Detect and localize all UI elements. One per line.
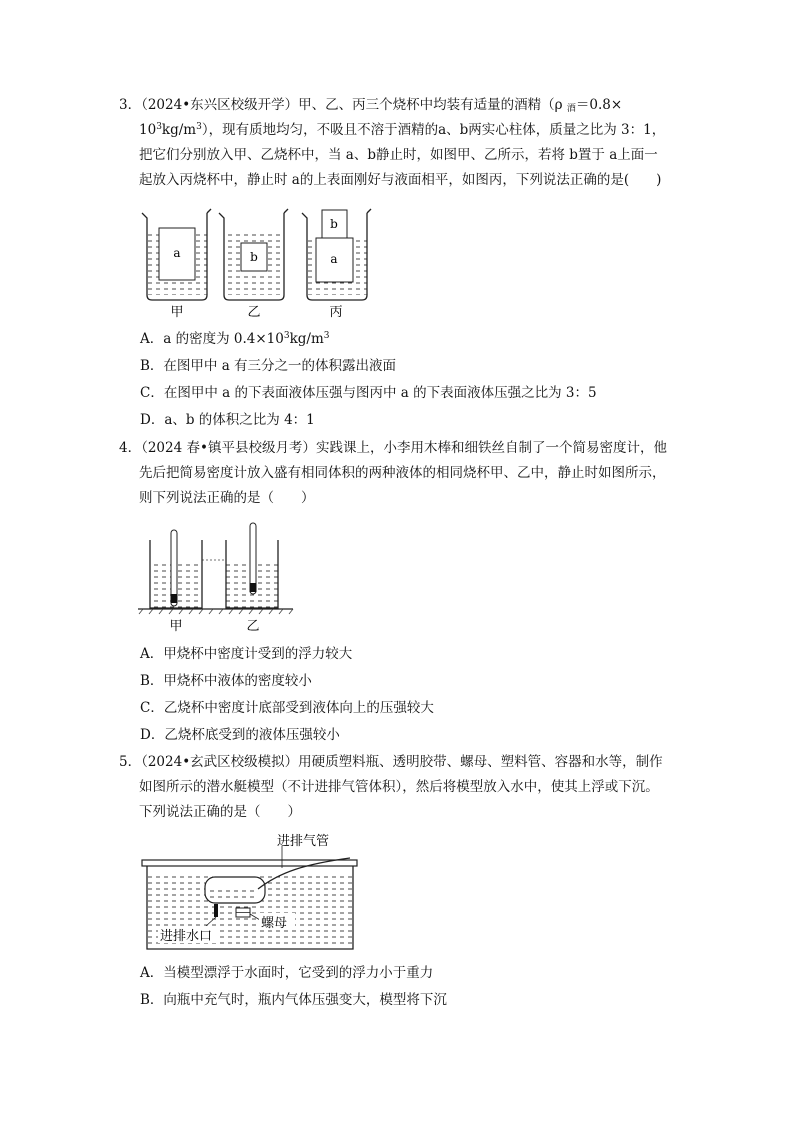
q4-option-b: B．甲烧杯中液体的密度较小	[140, 673, 312, 689]
q5-line-2: 如图所示的潜水艇模型（不计进排气管体积），然后将模型放入水中，使其上浮或下沉。	[139, 779, 659, 795]
beaker-bing	[302, 209, 371, 300]
q3-option-d: D．a、b 的体积之比为 4：1	[140, 412, 315, 428]
label-bing: 丙	[329, 305, 343, 320]
question-5	[119, 750, 689, 825]
q4-figure-density-meters	[138, 520, 298, 635]
q4-option-c: C．乙烧杯中密度计底部受到液体向上的压强较大	[140, 700, 434, 716]
q3-line-3: 把它们分别放入甲、乙烧杯中，当 a、b静止时，如图甲、乙所示，若将 b置于 a上面一	[139, 147, 658, 163]
beaker-jia	[150, 530, 202, 608]
q4-option-d: D．乙烧杯底受到的液体压强较小	[140, 727, 340, 743]
label-nut: 螺母	[261, 916, 288, 931]
q5-line-3: 下列说法正确的是（ ）	[139, 804, 301, 820]
label-air-tube: 进排气管	[277, 834, 330, 849]
q4-line-1: 4．（2024 春•镇平县校级月考）实践课上，小李用木棒和细铁丝自制了一个简易密度计，他	[119, 440, 667, 456]
label-yi: 乙	[246, 619, 260, 634]
block-a-label: a	[330, 252, 338, 266]
label-jia: 甲	[169, 619, 183, 634]
block-a-label: a	[173, 246, 181, 260]
beaker-jia	[142, 209, 211, 300]
q5-option-a: A．当模型漂浮于水面时，它受到的浮力小于重力	[140, 965, 434, 981]
q4-line-2: 先后把简易密度计放入盛有相同体积的两种液体的相同烧杯甲、乙中，静止时如图所示，	[139, 465, 666, 481]
q3-option-b: B．在图甲中 a 有三分之一的体积露出液面	[140, 358, 397, 374]
q3-option-c: C．在图甲中 a 的下表面液体压强与图丙中 a 的下表面液体压强之比为 3：5	[140, 385, 597, 401]
q5-line-1: 5．（2024•玄武区校级模拟）用硬质塑料瓶、透明胶带、螺母、塑料管、容器和水等，制作	[119, 754, 663, 770]
q3-line-4: 起放入丙烧杯中，静止时 a的上表面刚好与液面相平，如图丙，下列说法正确的是( )	[139, 172, 662, 188]
q3-option-a: A．a 的密度为 $0.4\times 10^3kg/m^3$	[140, 331, 330, 347]
block-b-label: b	[330, 217, 338, 231]
q4-option-a: A．甲烧杯中密度计受到的浮力较大	[140, 646, 353, 662]
q5-option-b: B．向瓶中充气时，瓶内气体压强变大，模型将下沉	[140, 992, 447, 1008]
question-3	[119, 93, 689, 193]
q5-figure-submarine-model	[140, 832, 360, 957]
question-4	[119, 436, 689, 511]
label-yi: 乙	[247, 305, 261, 320]
label-water-port: 进排水口	[160, 929, 213, 944]
q3-figure-beakers	[140, 208, 380, 323]
beaker-yi	[226, 523, 278, 608]
q3-line-1: 3．（2024•东兴区校级开学）甲、乙、丙三个烧杯中均装有适量的酒精（ρ $_酒$＝0.8×	[119, 97, 623, 114]
q4-line-3: 则下列说法正确的是（ ）	[139, 490, 315, 506]
q3-line-2: $10^3kg/m^3$），现有质地均匀，不吸且不溶于酒精的a、b两实心柱体，质量之比为 3：1，	[139, 122, 666, 138]
block-b-label: b	[250, 250, 258, 264]
label-jia: 甲	[170, 305, 184, 320]
beaker-yi	[219, 209, 288, 300]
